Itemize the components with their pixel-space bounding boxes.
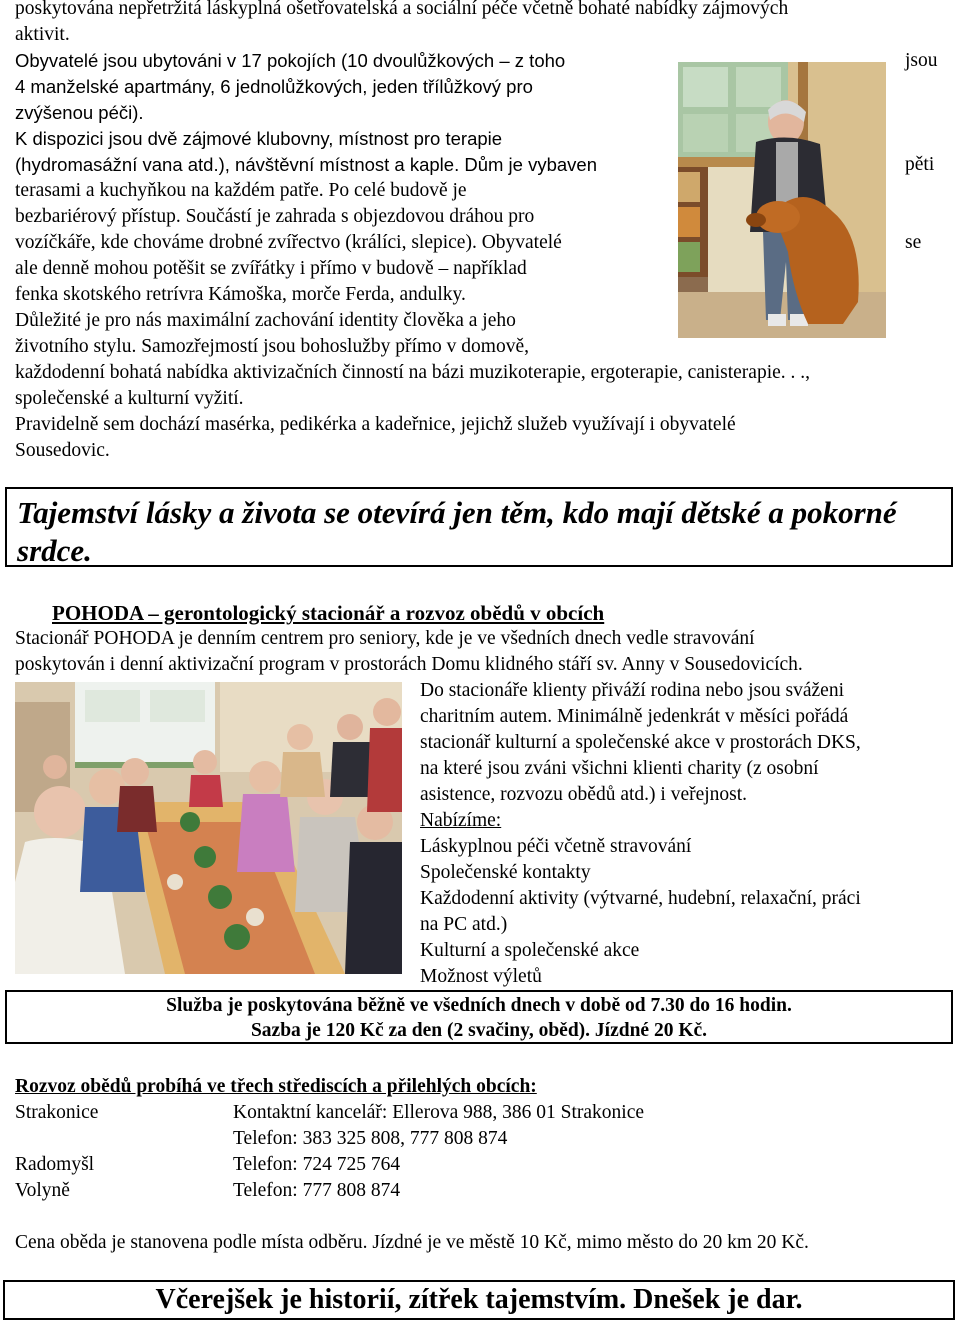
delivery-info-3: Telefon: 724 725 764 — [233, 1154, 401, 1175]
intro-line-16: společenské a kulturní vyžití. — [15, 388, 244, 409]
side-word-jsou: jsou — [905, 50, 938, 71]
photo-group-at-table — [15, 682, 402, 974]
motto-text: Včerejšek je historií, zítřek tajemstvím. Dnešek je dar. — [155, 1284, 803, 1315]
pohoda-right-line-3: stacionář kulturní a společenské akce v prostorách DKS, — [420, 732, 861, 753]
intro-line-15: každodenní bohatá nabídka aktivizačních činností na bázi muzikoterapie, ergoterapie, canisterapie. . ., — [15, 362, 811, 383]
offer-item-6: Možnost výletů — [420, 966, 542, 987]
intro-line-18: Sousedovic. — [15, 440, 110, 461]
pohoda-right-line-1: Do stacionáře klienty přiváží rodina nebo jsou sváženi — [420, 680, 844, 701]
intro-line-11: ale denně mohou potěšit se zvířátky i přímo v budově – například — [15, 258, 527, 279]
offer-item-3: Každodenní aktivity (výtvarné, hudební, relaxační, práci — [420, 888, 861, 909]
pohoda-right-line-4: na které jsou zváni všichni klienti charity (z osobní — [420, 758, 819, 779]
offer-item-5: Kulturní a společenské akce — [420, 940, 640, 961]
intro-line-17: Pravidelně sem dochází masérka, pedikérka a kadeřnice, jejichž služeb využívají i obyvatelé — [15, 414, 736, 435]
intro-line-1: poskytována nepřetržitá láskyplná ošetřovatelská a sociální péče včetně bohaté nabídky zájmových — [15, 0, 789, 19]
delivery-place-4: Volyně — [15, 1180, 70, 1201]
intro-line-7: (hydromasážní vana atd.), návštěvní místnost a kaple. Dům je vybaven — [15, 154, 598, 175]
service-box — [5, 990, 953, 1044]
pohoda-right-line-5: asistence, rozvozu obědů atd.) i veřejnost. — [420, 784, 748, 805]
service-line-1: Služba je poskytována běžně ve všedních dnech v době od 7.30 do 16 hodin. — [166, 995, 792, 1016]
service-line-2: Sazba je 120 Kč za den (2 svačiny, oběd). Jízdné 20 Kč. — [250, 1020, 708, 1041]
intro-line-13: Důležité je pro nás maximální zachování identity člověka a jeho — [15, 310, 516, 331]
delivery-heading: Rozvoz obědů probíhá ve třech střediscích a přilehlých obcích: — [15, 1076, 537, 1097]
photo-woman-with-dog-illustration — [678, 62, 886, 338]
motto-box — [3, 1280, 955, 1320]
intro-line-14: životního stylu. Samozřejmostí jsou bohoslužby přímo v domově, — [15, 336, 530, 357]
intro-line-2: aktivit. — [15, 24, 70, 45]
intro-line-3: Obyvatelé jsou ubytováni v 17 pokojích (10 dvoulůžkových – z toho — [15, 50, 566, 71]
delivery-info-1: Kontaktní kancelář: Ellerova 988, 386 01 Strakonice — [233, 1102, 645, 1123]
photo-group-at-table-illustration — [15, 682, 402, 974]
intro-line-6: K dispozici jsou dvě zájmové klubovny, místnost pro terapie — [15, 128, 503, 149]
delivery-place-3: Radomyšl — [15, 1154, 95, 1175]
delivery-info-4: Telefon: 777 808 874 — [233, 1180, 401, 1201]
offer-heading: Nabízíme: — [420, 810, 502, 831]
intro-line-4: 4 manželské apartmány, 6 jednolůžkových, jeden třílůžkový pro — [15, 76, 533, 97]
pohoda-heading: POHODA – gerontologický stacionář a rozvoz obědů v obcích — [52, 601, 605, 625]
side-word-se: se — [905, 232, 922, 253]
quote-box — [5, 487, 953, 567]
intro-line-9: bezbariérový přístup. Součástí je zahrada s objezdovou dráhou pro — [15, 206, 535, 227]
intro-line-12: fenka skotského retrívra Kámoška, morče Ferda, andulky. — [15, 284, 466, 305]
offer-item-4: na PC atd.) — [420, 914, 508, 935]
delivery-place-1: Strakonice — [15, 1102, 99, 1123]
pohoda-right-line-2: charitním autem. Minimálně jedenkrát v měsíci pořádá — [420, 706, 849, 727]
pohoda-line-1: Stacionář POHODA je denním centrem pro seniory, kde je ve všedních dnech vedle stravování — [15, 628, 755, 649]
offer-item-1: Láskyplnou péči včetně stravování — [420, 836, 692, 857]
delivery-note: Cena oběda je stanovena podle místa odběru. Jízdné je ve městě 10 Kč, mimo město do 20 km 20 Kč. — [15, 1232, 809, 1253]
intro-line-5: zvýšenou péči). — [15, 102, 144, 123]
intro-line-8: terasami a kuchyňkou na každém patře. Po celé budově je — [15, 180, 467, 201]
quote-text: Tajemství lásky a života se otevírá jen těm, kdo mají dětské a pokorné srdce. — [17, 495, 897, 568]
delivery-info-2: Telefon: 383 325 808, 777 808 874 — [233, 1128, 508, 1149]
pohoda-line-2: poskytován i denní aktivizační program v prostorách Domu klidného stáří sv. Anny v Sousedovicích. — [15, 654, 803, 675]
photo-woman-with-dog — [678, 62, 886, 338]
intro-line-10: vozíčkáře, kde chováme drobné zvířectvo (králíci, slepice). Obyvatelé — [15, 232, 562, 253]
side-word-peti: pěti — [905, 154, 935, 175]
offer-item-2: Společenské kontakty — [420, 862, 591, 883]
